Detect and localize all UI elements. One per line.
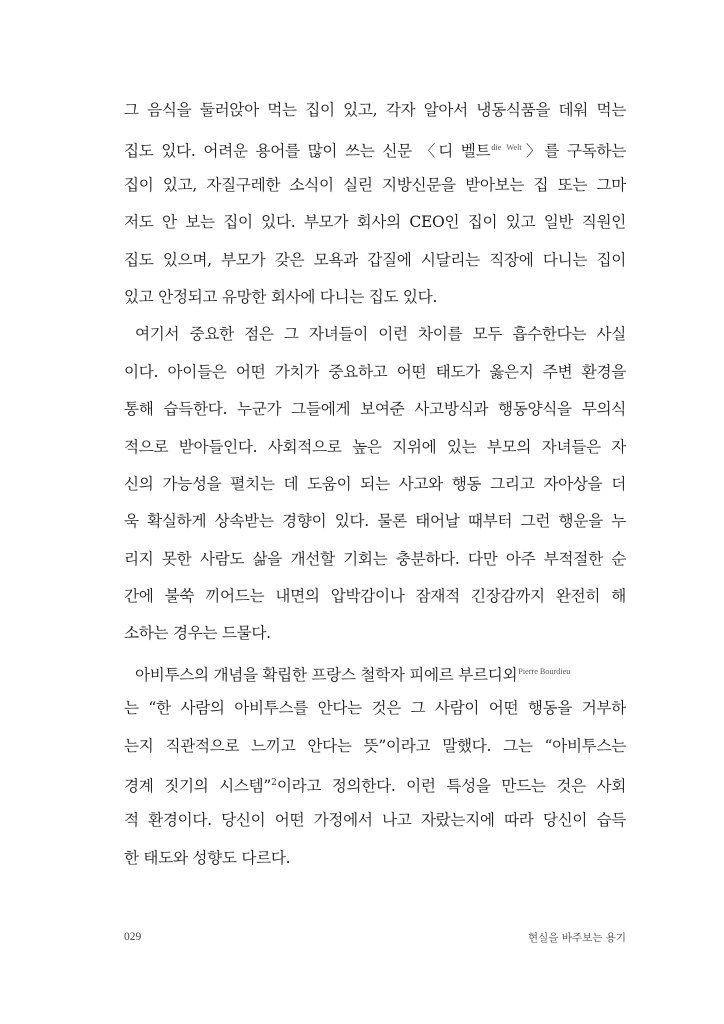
text-line: 이다. 아이들은 어떤 가치가 중요하고 어떤 태도가 옳은지 주변 환경을 — [124, 362, 626, 381]
text-line — [124, 129, 626, 166]
body-text — [124, 92, 626, 877]
text-line: 집도 있으며, 부모가 갖은 모욕과 갑질에 시달리는 직장에 다니는 집이 — [124, 250, 626, 269]
paragraph — [124, 92, 626, 316]
page-number: 029 — [124, 931, 142, 943]
text-line — [124, 765, 626, 802]
text-segment: 경계 짓기의 시스템” — [124, 777, 272, 796]
text-line: 그 음식을 둘러앉아 먹는 집이 있고, 각자 알아서 냉동식품을 데워 먹는 — [124, 101, 626, 119]
text-line: 욱 확실하게 상속받는 경향이 있다. 물론 태어날 때부터 그런 행운을 누 — [124, 512, 626, 531]
text-segment: 이라고 정의한다. 이런 특성을 만드는 것은 사회 — [276, 777, 626, 796]
text-line: 신의 가능성을 펼치는 데 도움이 되는 사고와 행동 그리고 자아상을 더 — [124, 474, 626, 493]
footnote-ref: 2 — [271, 778, 277, 789]
text-line: 적 환경이다. 당신이 어떤 가정에서 나고 자랐는지에 따라 당신이 습득 — [124, 811, 626, 830]
text-segment: 〉를 구독하는 — [522, 142, 626, 161]
text-segment: 집도 있다. 어려운 용어를 많이 쓰는 신문 〈디 벨트 — [124, 142, 491, 161]
text-line: 통해 습득한다. 누군가 그들에게 보여준 사고방식과 행동양식을 무의식 — [124, 400, 626, 419]
text-line: 적으로 받아들인다. 사회적으로 높은 지위에 있는 부모의 자녀들은 자 — [124, 437, 626, 456]
paragraph — [124, 316, 626, 653]
text-line: 리지 못한 사람도 삶을 개선할 기회는 충분하다. 다만 아주 부적절한 순 — [124, 549, 626, 568]
text-line — [124, 653, 626, 690]
text-line: 는지 직관적으로 느끼고 안다는 뜻”이라고 말했다. 그는 “아비투스는 — [124, 736, 626, 755]
text-segment: 아비투스의 개념을 확립한 프랑스 철학자 피에르 부르디외 — [135, 665, 518, 684]
text-line: 는 “한 사람의 아비투스를 안다는 것은 그 사람이 어떤 행동을 거부하 — [124, 699, 626, 718]
text-line: 여기서 중요한 점은 그 자녀들이 이런 차이를 모두 흡수한다는 사실 — [135, 325, 626, 344]
foreign-gloss: Pierre Bourdieu — [518, 666, 571, 676]
text-line: 있고 안정되고 유망한 회사에 다니는 집도 있다. — [124, 287, 438, 306]
text-line: 집이 있고, 자질구레한 소식이 실린 지방신문을 받아보는 집 또는 그마 — [124, 175, 626, 194]
text-line: 저도 안 보는 집이 있다. 부모가 회사의 CEO인 집이 있고 일반 직원인 — [124, 213, 626, 232]
text-line: 소하는 경우는 드물다. — [124, 624, 271, 643]
text-line: 한 태도와 성향도 다르다. — [124, 848, 291, 867]
paragraph — [124, 653, 626, 877]
foreign-gloss: die Welt — [491, 143, 522, 153]
running-head: 현실을 바주보는 용기 — [528, 932, 626, 944]
text-line: 간에 불쑥 끼어드는 내면의 압박감이나 잠재적 긴장감까지 완전히 해 — [124, 587, 626, 606]
